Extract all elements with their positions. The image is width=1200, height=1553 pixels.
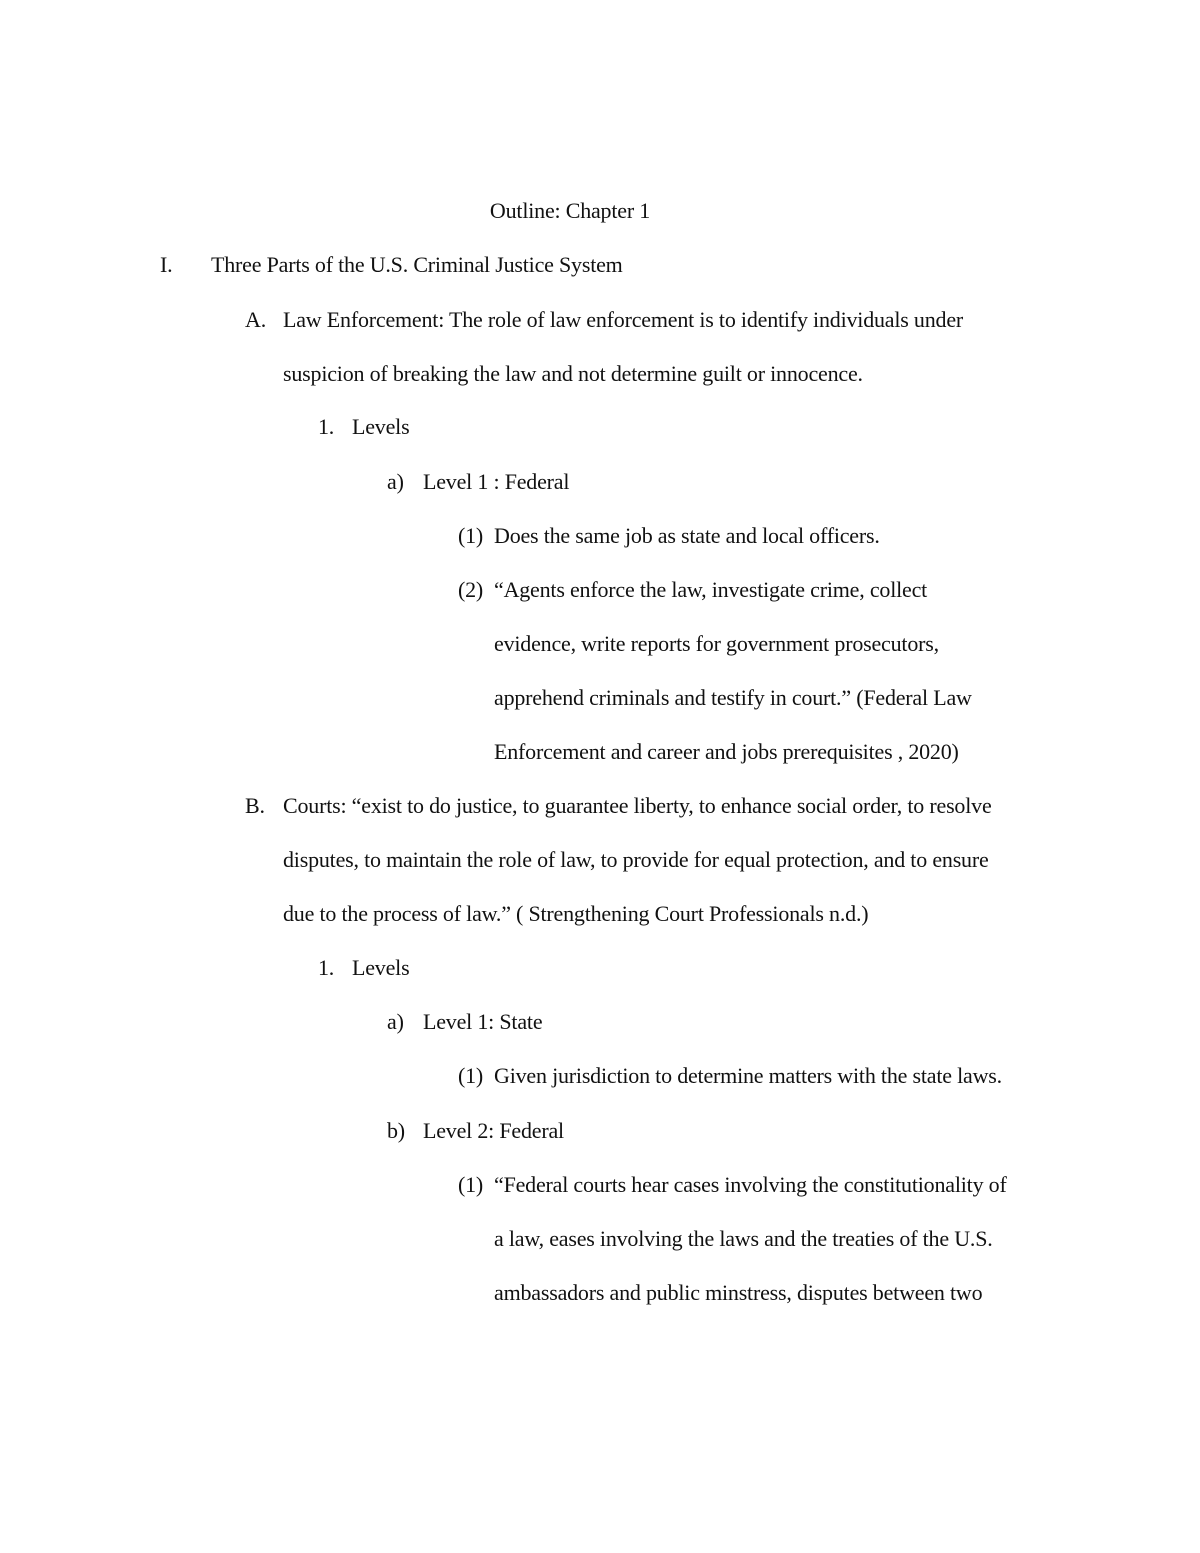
- item-B-1-b-1-line-2: a law, eases involving the laws and the treaties of the U.S.: [494, 1226, 993, 1251]
- item-marker-B-1-b: b): [387, 1118, 405, 1143]
- item-marker-B-1-a-1: (1): [458, 1063, 484, 1088]
- item-marker-A-1-a-1: (1): [458, 523, 484, 548]
- page-title: Outline: Chapter 1: [489, 198, 651, 223]
- item-B-1-a-1-text: Given jurisdiction to determine matters with the state laws.: [494, 1063, 1002, 1088]
- item-A-1-a-2-line-2: evidence, write reports for government prosecutors,: [494, 631, 939, 656]
- item-A-1-a-1-text: Does the same job as state and local officers.: [494, 523, 880, 548]
- item-marker-B: B.: [245, 793, 265, 818]
- item-B-line-2: disputes, to maintain the role of law, to provide for equal protection, and to ensure: [283, 847, 989, 872]
- item-B-line-1: Courts: “exist to do justice, to guarantee liberty, to enhance social order, to resolve: [283, 793, 992, 818]
- item-A-line-1: Law Enforcement: The role of law enforcement is to identify individuals under: [283, 307, 964, 332]
- item-A-1-a-2-line-1: “Agents enforce the law, investigate crime, collect: [494, 577, 928, 602]
- section-heading-I: Three Parts of the U.S. Criminal Justice System: [211, 252, 623, 277]
- item-B-1-b-label: Level 2: Federal: [423, 1118, 564, 1143]
- item-marker-A-1-a-2: (2): [458, 577, 484, 602]
- item-marker-A: A.: [245, 307, 266, 332]
- item-marker-B-1: 1.: [318, 955, 335, 980]
- item-A-1-a-2-line-3: apprehend criminals and testify in court.” (Federal Law: [494, 685, 972, 710]
- item-B-1-b-1-line-1: “Federal courts hear cases involving the constitutionality of: [494, 1172, 1007, 1197]
- section-marker-I: I.: [160, 252, 173, 277]
- item-A-1-a-2-line-4: Enforcement and career and jobs prerequisites , 2020): [494, 739, 959, 764]
- item-B-1-b-1-line-3: ambassadors and public minstress, disputes between two: [494, 1280, 983, 1305]
- item-A-1-a-label: Level 1 : Federal: [423, 469, 570, 494]
- item-B-1-label: Levels: [352, 955, 410, 980]
- item-marker-B-1-b-1: (1): [458, 1172, 484, 1197]
- item-B-1-a-label: Level 1: State: [423, 1009, 543, 1034]
- item-marker-A-1: 1.: [318, 414, 335, 439]
- item-marker-A-1-a: a): [387, 469, 404, 494]
- item-marker-B-1-a: a): [387, 1009, 404, 1034]
- item-B-line-3: due to the process of law.” ( Strengthening Court Professionals n.d.): [283, 901, 869, 926]
- item-A-1-label: Levels: [352, 414, 410, 439]
- item-A-line-2: suspicion of breaking the law and not determine guilt or innocence.: [283, 361, 863, 386]
